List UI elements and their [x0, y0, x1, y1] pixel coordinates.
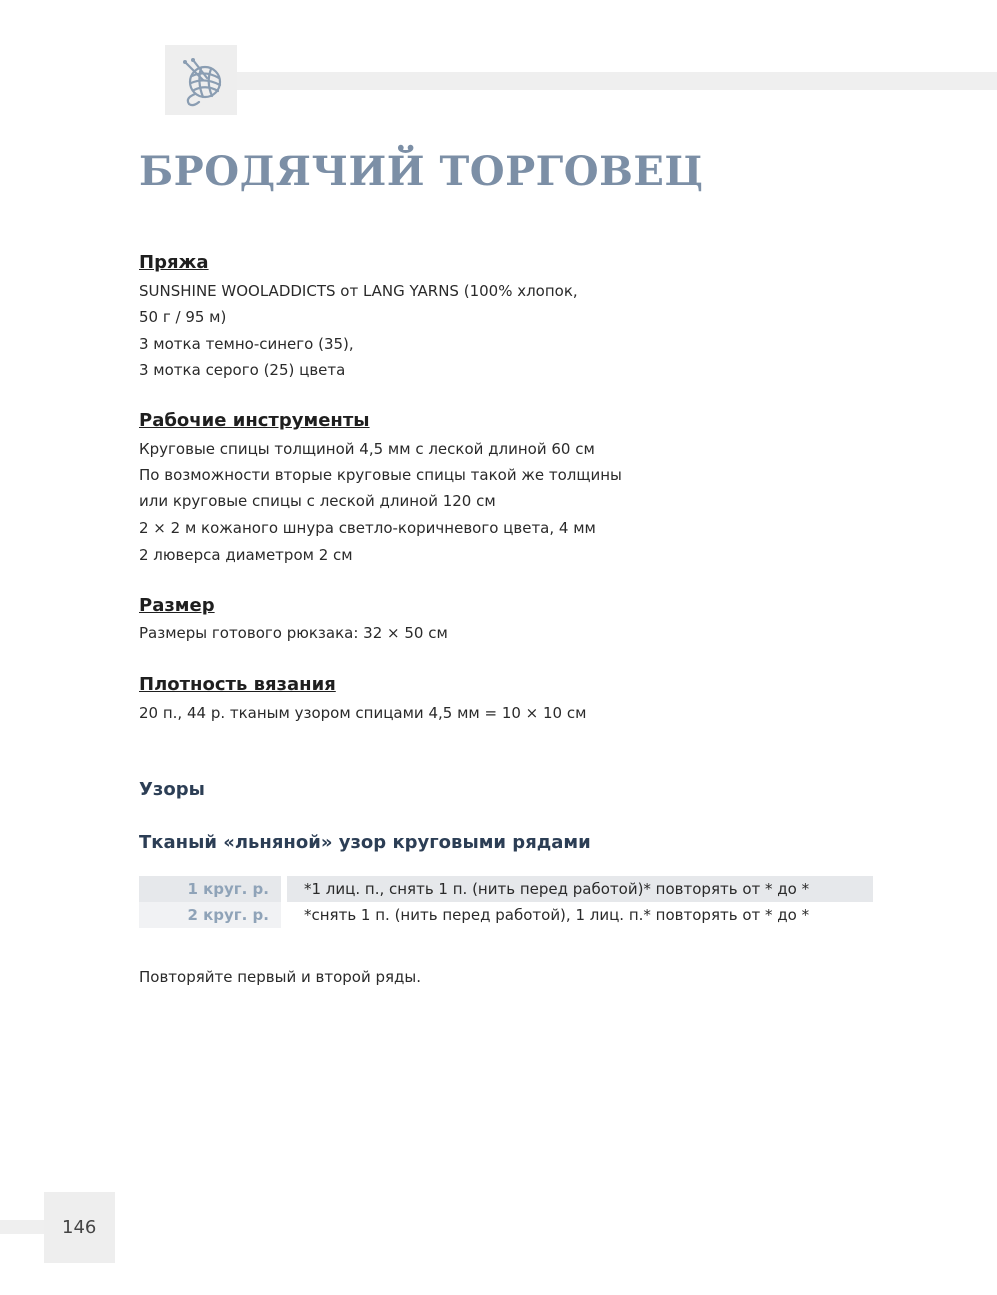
- header-band: [236, 72, 997, 90]
- tools-heading: Рабочие инструменты: [139, 410, 370, 431]
- page-title: БРОДЯЧИЙ ТОРГОВЕЦ: [139, 148, 704, 195]
- row-label: 2 круг. р.: [139, 902, 281, 928]
- yarn-line: SUNSHINE WOOLADDICTS от LANG YARNS (100% хлопок,: [139, 282, 578, 300]
- size-line: Размеры готового рюкзака: 32 × 50 см: [139, 624, 448, 642]
- tools-line: По возможности вторые круговые спицы такой же толщины: [139, 466, 622, 484]
- patterns-heading: Узоры: [139, 779, 205, 800]
- yarn-line: 3 мотка темно-синего (35),: [139, 335, 354, 353]
- patterns-subheading: Тканый «льняной» узор круговыми рядами: [139, 832, 591, 853]
- yarn-ball-icon: [173, 52, 229, 108]
- header-icon-box: [165, 45, 237, 115]
- tools-line: или круговые спицы с леской длиной 120 см: [139, 492, 496, 510]
- yarn-line: 3 мотка серого (25) цвета: [139, 361, 346, 379]
- row-label: 1 круг. р.: [139, 876, 281, 902]
- page-number: 146: [62, 1217, 97, 1238]
- repeat-note: Повторяйте первый и второй ряды.: [139, 968, 422, 986]
- gauge-line: 20 п., 44 р. тканым узором спицами 4,5 мм = 10 × 10 см: [139, 704, 587, 722]
- yarn-line: 50 г / 95 м): [139, 308, 227, 326]
- row-text: *снять 1 п. (нить перед работой), 1 лиц. п.* повторять от * до *: [287, 902, 873, 928]
- tools-line: 2 × 2 м кожаного шнура светло-коричневого цвета, 4 мм: [139, 519, 596, 537]
- pattern-rows-table: [139, 876, 873, 928]
- tools-line: Круговые спицы толщиной 4,5 мм с леской длиной 60 см: [139, 440, 595, 458]
- size-heading: Размер: [139, 595, 215, 616]
- yarn-heading: Пряжа: [139, 252, 209, 273]
- row-text: *1 лиц. п., снять 1 п. (нить перед работой)* повторять от * до *: [287, 876, 873, 902]
- tools-line: 2 люверса диаметром 2 см: [139, 546, 353, 564]
- table-row: [139, 902, 873, 928]
- gauge-heading: Плотность вязания: [139, 674, 336, 695]
- table-row: [139, 876, 873, 902]
- footer-band: [0, 1220, 50, 1234]
